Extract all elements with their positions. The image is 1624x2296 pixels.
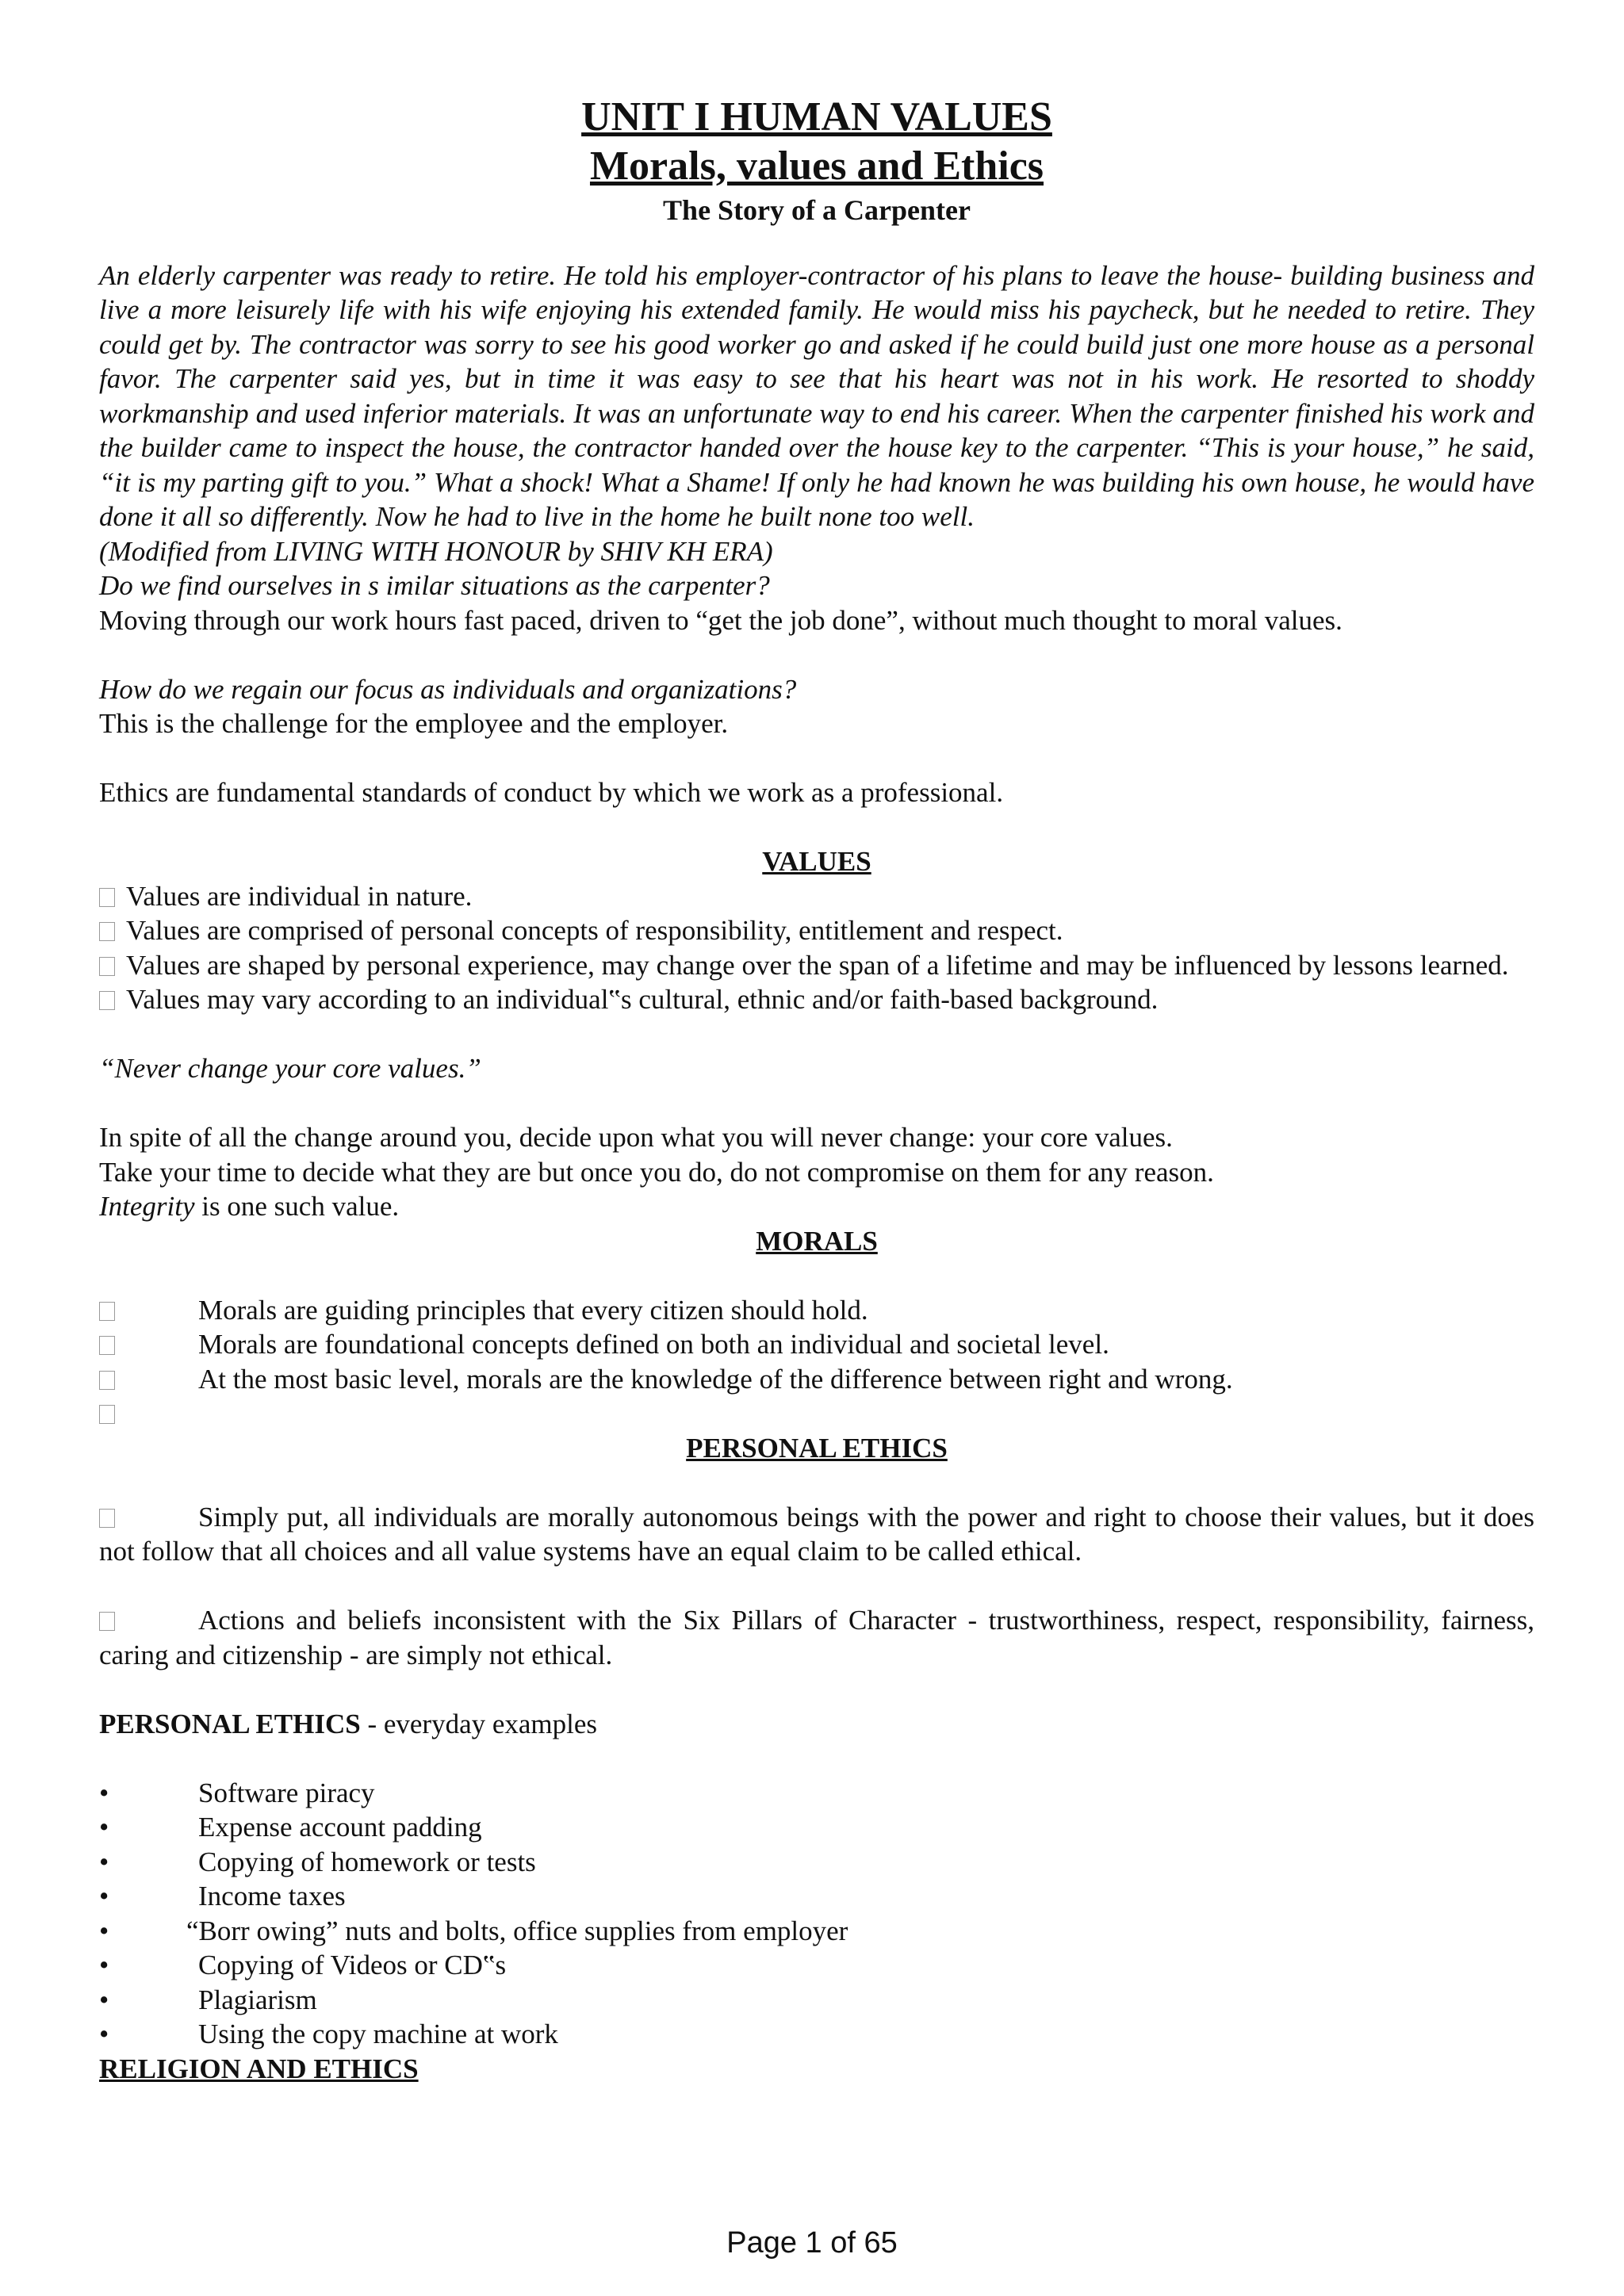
regain-question: How do we regain our focus as individuals and organizations?: [99, 673, 797, 705]
core-values-text: Take your time to decide what they are but once you do, do not compromise on them for any reason.: [99, 1156, 1214, 1188]
religion-ethics-heading: RELIGION AND ETHICS: [99, 2053, 419, 2084]
bullet-icon: •: [99, 1881, 109, 1912]
example-item: • Copying of homework or tests: [99, 1845, 1534, 1880]
checkbox-glyph-icon: [99, 922, 115, 941]
unit-title: UNIT I HUMAN VALUES: [581, 94, 1052, 140]
spacer: [99, 1672, 1534, 1707]
story-title: The Story of a Carpenter: [663, 193, 971, 226]
morals-empty-item: [99, 1396, 1534, 1431]
checkbox-glyph-icon: [99, 991, 115, 1010]
ethics-definition: Ethics are fundamental standards of conduct by which we work as a professional.: [99, 777, 1004, 809]
section-title: Morals, values and Ethics: [589, 143, 1044, 189]
bullet-icon: •: [99, 2019, 109, 2050]
example-item: • Plagiarism: [99, 1983, 1534, 2018]
examples-label-line: PERSONAL ETHICS - everyday examples: [99, 1708, 598, 1739]
spacer: [99, 637, 1534, 672]
story-text: An elderly carpenter was ready to retire. He told his employer-contractor of his plans to leave the house- building business and live a more leisurely life with his wife enjoying his extended family. He would miss his paycheck, but he needed to retire. They could get by. The contractor was sorry to see his good worker go and asked if he could build just one more house as a personal favor. The carpenter said yes, but in time it was easy to see that his heart was not in his work. He resorted to shoddy workmanship and used inferior materials. It was an unfortunate way to end his career. When the carpenter finished his work and the builder came to inspect the house, the contractor handed over the house key to the carpenter. “This is your house,” he said, “it is my parting gift to you.” What a shock! What a Shame! If only he had known he was building his own house, he would have done it all so differently. Now he had to live in the home he built none too well.: [99, 259, 1534, 533]
integrity-word: Integrity: [99, 1191, 195, 1223]
checkbox-glyph-icon: [99, 1405, 115, 1424]
page-content: [99, 94, 1534, 2086]
spacer: [99, 810, 1534, 845]
example-item: • Software piracy: [99, 1776, 1534, 1811]
checkbox-glyph-icon: [99, 1371, 115, 1390]
core-values-quote: “Never change your core values.”: [99, 1053, 481, 1085]
story-question: Do we find ourselves in s imilar situations as the carpenter?: [99, 570, 770, 602]
examples-label: PERSONAL ETHICS: [99, 1708, 361, 1739]
checkbox-glyph-icon: [99, 957, 115, 976]
example-item: • Income taxes: [99, 1879, 1534, 1914]
morals-item: At the most basic level, morals are the knowledge of the difference between right and wrong.: [99, 1362, 1534, 1397]
personal-ethics-paragraph: Simply put, all individuals are morally autonomous beings with the power and right to choose their values, but it does not follow that all choices and all value systems have an equal claim to be called ethical.: [99, 1501, 1534, 1567]
values-heading: VALUES: [762, 846, 871, 878]
example-item: • Copying of Videos or CD‟s: [99, 1948, 1534, 1983]
bullet-icon: •: [99, 1812, 109, 1843]
spacer: [99, 1086, 1534, 1121]
example-item: • Expense account padding: [99, 1810, 1534, 1845]
page-number: Page 1 of 65: [726, 2226, 898, 2260]
values-item: Values are individual in nature.: [99, 879, 1534, 914]
bullet-icon: •: [99, 1846, 109, 1877]
checkbox-glyph-icon: [99, 888, 115, 907]
checkbox-glyph-icon: [99, 1336, 115, 1355]
bullet-icon: •: [99, 1984, 109, 2015]
moving-text: Moving through our work hours fast paced, driven to “get the job done”, without much thought to moral values.: [99, 604, 1342, 636]
bullet-icon: •: [99, 1950, 109, 1981]
morals-item: Morals are foundational concepts defined on both an individual and societal level.: [99, 1327, 1534, 1362]
challenge-text: This is the challenge for the employee and the employer.: [99, 708, 729, 740]
spacer: [99, 741, 1534, 776]
checkbox-glyph-icon: [99, 1302, 115, 1321]
story-source: (Modified from LIVING WITH HONOUR by SHIV KH ERA): [99, 535, 773, 567]
values-item: Values may vary according to an individual‟s cultural, ethnic and/or faith-based background.: [99, 982, 1534, 1017]
personal-ethics-paragraph: Actions and beliefs inconsistent with the Six Pillars of Character - trustworthiness, respect, responsibility, fairness, caring and citizenship - are simply not ethical.: [99, 1605, 1534, 1670]
bullet-icon: •: [99, 1915, 109, 1946]
bullet-icon: •: [99, 1777, 109, 1808]
spacer: [99, 1741, 1534, 1776]
example-item: • Using the copy machine at work: [99, 2017, 1534, 2052]
morals-item: Morals are guiding principles that every citizen should hold.: [99, 1293, 1534, 1328]
integrity-line: Integrity is one such value.: [99, 1191, 400, 1223]
spacer: [99, 1017, 1534, 1052]
core-values-text: In spite of all the change around you, decide upon what you will never change: your core values.: [99, 1122, 1173, 1154]
values-item: Values are comprised of personal concepts of responsibility, entitlement and respect.: [99, 913, 1534, 948]
spacer: [99, 1465, 1534, 1500]
checkbox-glyph-icon: [99, 1509, 115, 1528]
spacer: [99, 1569, 1534, 1604]
spacer: [99, 1258, 1534, 1293]
checkbox-glyph-icon: [99, 1612, 115, 1631]
values-item: Values are shaped by personal experience, may change over the span of a lifetime and may be influenced by lessons learned.: [99, 948, 1534, 983]
personal-ethics-heading: PERSONAL ETHICS: [686, 1432, 948, 1464]
morals-heading: MORALS: [756, 1225, 878, 1257]
example-item: • “Borr owing” nuts and bolts, office supplies from employer: [99, 1914, 1534, 1949]
